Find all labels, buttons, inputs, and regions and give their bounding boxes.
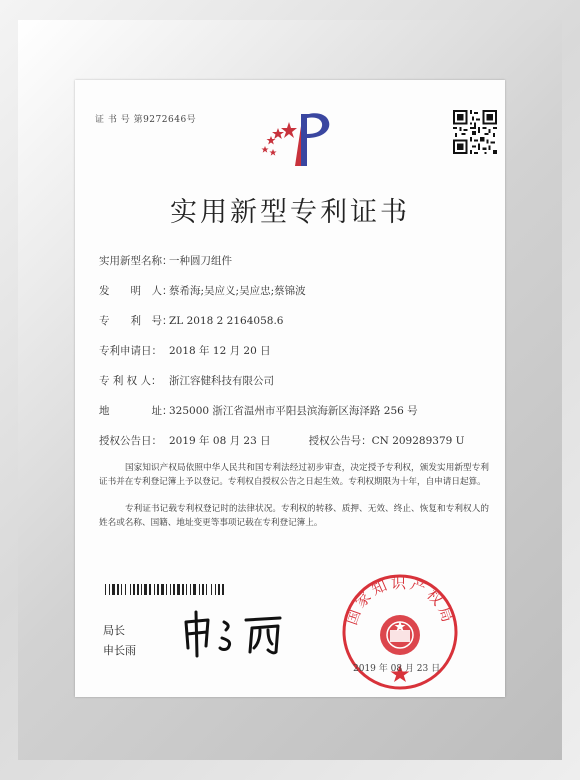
certificate-sheet — [75, 80, 505, 697]
field-value: 2018 年 12 月 20 日 — [169, 345, 271, 357]
qr-code-icon — [453, 110, 497, 154]
field-label: 专利申请日： — [99, 345, 162, 357]
field-patentee — [99, 373, 274, 388]
field-value: 浙江容健科技有限公司 — [169, 375, 274, 387]
field-value: 325000 浙江省温州市平阳县滨海新区海泽路 256 号 — [169, 405, 418, 417]
signer-name: 申长雨 — [103, 644, 136, 657]
grant-number-value: CN 209289379 U — [371, 435, 465, 447]
barcode-icon — [105, 584, 287, 595]
signer-title: 局长 — [103, 624, 125, 637]
seal-date: 2019 年 08 月 23 日 — [353, 664, 441, 674]
signature-icon — [180, 608, 295, 658]
star-icon — [261, 146, 268, 153]
certificate-number: 证 书 号 第9272646号 — [95, 115, 197, 125]
field-inventors — [99, 283, 306, 298]
grant-statement: 国家知识产权局依照中华人民共和国专利法经过初步审查，决定授予专利权，颁发实用新型专利证书并在专利登记簿上予以登记。专利权自授权公告之日起生效。专利权期限为十年，自申请日起算。 — [99, 463, 489, 487]
star-icon — [269, 149, 276, 156]
legal-status-note: 专利证书记载专利权登记时的法律状况。专利权的转移、质押、无效、终止、恢复和专利权人的姓名或名称、国籍、地址变更等事项记载在专利登记簿上。 — [99, 504, 489, 528]
grant-date-label: 授权公告日： — [99, 435, 162, 447]
star-icon — [267, 136, 276, 145]
field-application-date — [99, 343, 271, 358]
seal-text: 国家知识产权局 — [342, 574, 458, 628]
field-value: 蔡希海;吴应义;吴应忠;蔡锦波 — [169, 285, 306, 297]
grant-number-label: 授权公告号： — [308, 435, 372, 447]
certificate-title: 实用新型专利证书 — [170, 197, 410, 228]
field-label: 地 址： — [99, 405, 173, 417]
field-patent-number — [99, 313, 283, 328]
star-icon — [281, 122, 297, 138]
grant-date-value: 2019 年 08 月 23 日 — [169, 435, 271, 447]
field-label: 发 明 人： — [99, 285, 173, 297]
field-label: 实用新型名称： — [99, 255, 173, 267]
star-icon — [272, 128, 284, 139]
cnipa-logo-icon — [253, 104, 343, 174]
field-value: ZL 2018 2 2164058.6 — [169, 315, 284, 327]
field-label: 专 利 权 人： — [99, 375, 162, 387]
field-address — [99, 403, 418, 418]
field-grant — [99, 433, 465, 448]
field-utility-model-name — [99, 253, 232, 268]
field-value: 一种圆刀组件 — [169, 255, 232, 267]
field-label: 专 利 号： — [99, 315, 173, 327]
